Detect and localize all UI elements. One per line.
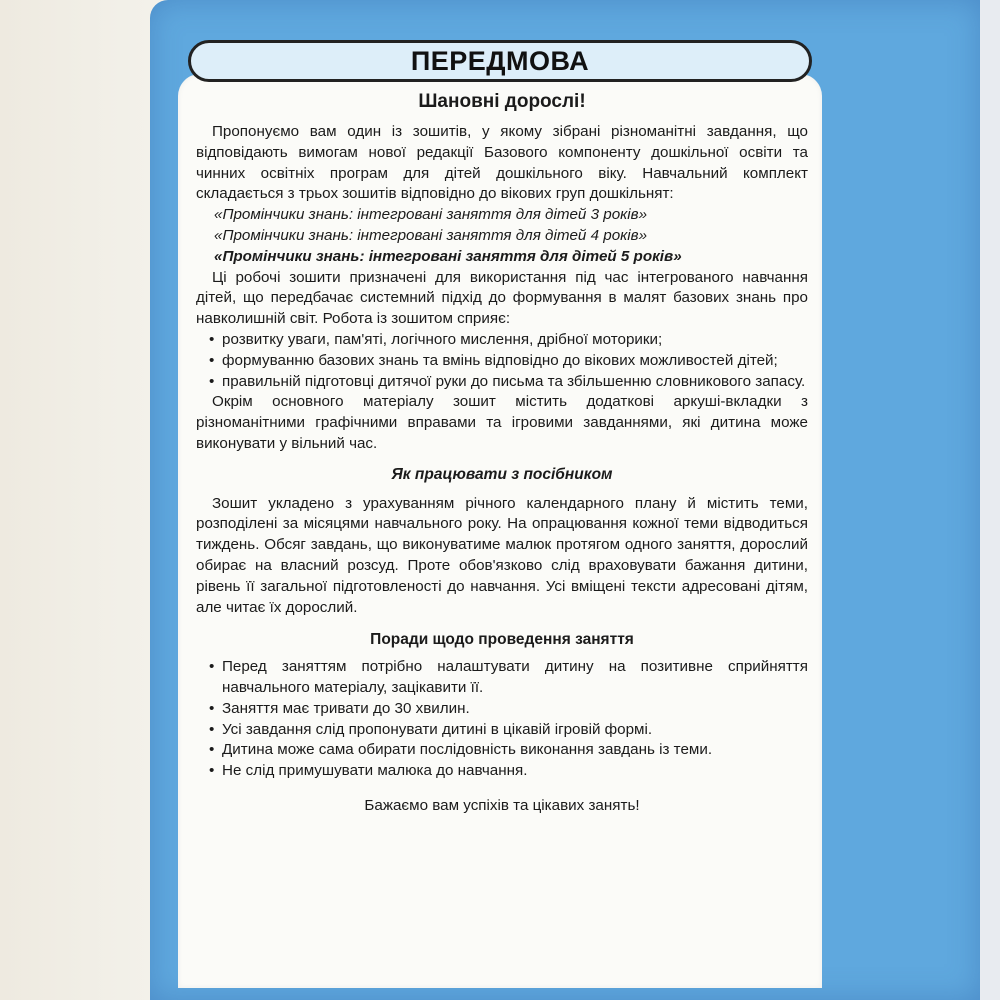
benefits-list (196, 330, 808, 392)
book-title-2: «Промінчики знань: інтегровані заняття для дітей 4 років» (214, 226, 648, 244)
list-item: • Дитина може сама обирати послідовність виконання завдань із теми. (196, 740, 808, 761)
preface-content (196, 90, 808, 817)
closing-line: Бажаємо вам успіхів та цікавих занять! (364, 796, 640, 814)
tips-heading: Поради щодо проведення заняття (370, 631, 634, 649)
extra-paragraph: Окрім основного матеріалу зошит містить додаткові аркуші-вкладки з різноманітними графічними вправами та ігровими завданнями, які дитина може виконувати у вільний час. (196, 393, 808, 452)
tips-list (196, 657, 808, 782)
how-to-paragraph: Зошит укладено з урахуванням річного календарного плану й містить теми, розподілені за місяцями навчального року. На опрацювання кожної теми відводиться тиждень. Обсяг завдань, що виконуватиме малюк протягом одного заняття, дорослий обирає на власний розсуд. Проте обов'язково слід враховувати бажання дитини, рівень її загальної підготовленості до навчання. Усі вміщені тексти адресовані дітям, але читає їх дорослий. (196, 494, 808, 616)
book-title-1: «Промінчики знань: інтегровані заняття для дітей 3 років» (214, 206, 648, 224)
intro-paragraph: Пропонуємо вам один із зошитів, у якому зібрані різноманітні завдання, що відповідають вимогам нової редакції Базового компоненту дошкільної освіти та чинних освітніх програм для дітей дошкільного віку. Навчальний комплект складається з трьох зошитів відповідно до вікових груп дошкільнят: (196, 123, 808, 203)
list-item: • розвитку уваги, пам'яті, логічного мислення, дрібної моторики; (196, 330, 808, 351)
title-banner (188, 40, 812, 82)
list-item: • Заняття має тривати до 30 хвилин. (196, 699, 808, 720)
book-title-3: «Промінчики знань: інтегровані заняття для дітей 5 років» (214, 247, 682, 265)
list-item: • Не слід примушувати малюка до навчання. (196, 761, 808, 782)
list-item: • Перед заняттям потрібно налаштувати дитину на позитивне сприйняття навчального матеріалу, зацікавити її. (196, 657, 808, 699)
list-item: • правильній підготовці дитячої руки до письма та збільшенню словникового запасу. (196, 372, 808, 393)
right-page-edge (980, 0, 1000, 1000)
list-item: • формуванню базових знань та вмінь відповідно до вікових можливостей дітей; (196, 351, 808, 372)
list-item: • Усі завдання слід пропонувати дитині в цікавій ігровій формі. (196, 720, 808, 741)
how-to-heading: Як працювати з посібником (391, 465, 613, 483)
page-title: ПЕРЕДМОВА (410, 45, 590, 76)
purpose-paragraph: Ці робочі зошити призначені для використання під час інтегрованого навчання дітей, що передбачає системний підхід до формування в малят базових знань про навколишній світ. Робота із зошитом сприяє: (196, 268, 808, 328)
left-page-edge (0, 0, 150, 1000)
greeting-heading: Шановні дорослі! (418, 91, 586, 112)
